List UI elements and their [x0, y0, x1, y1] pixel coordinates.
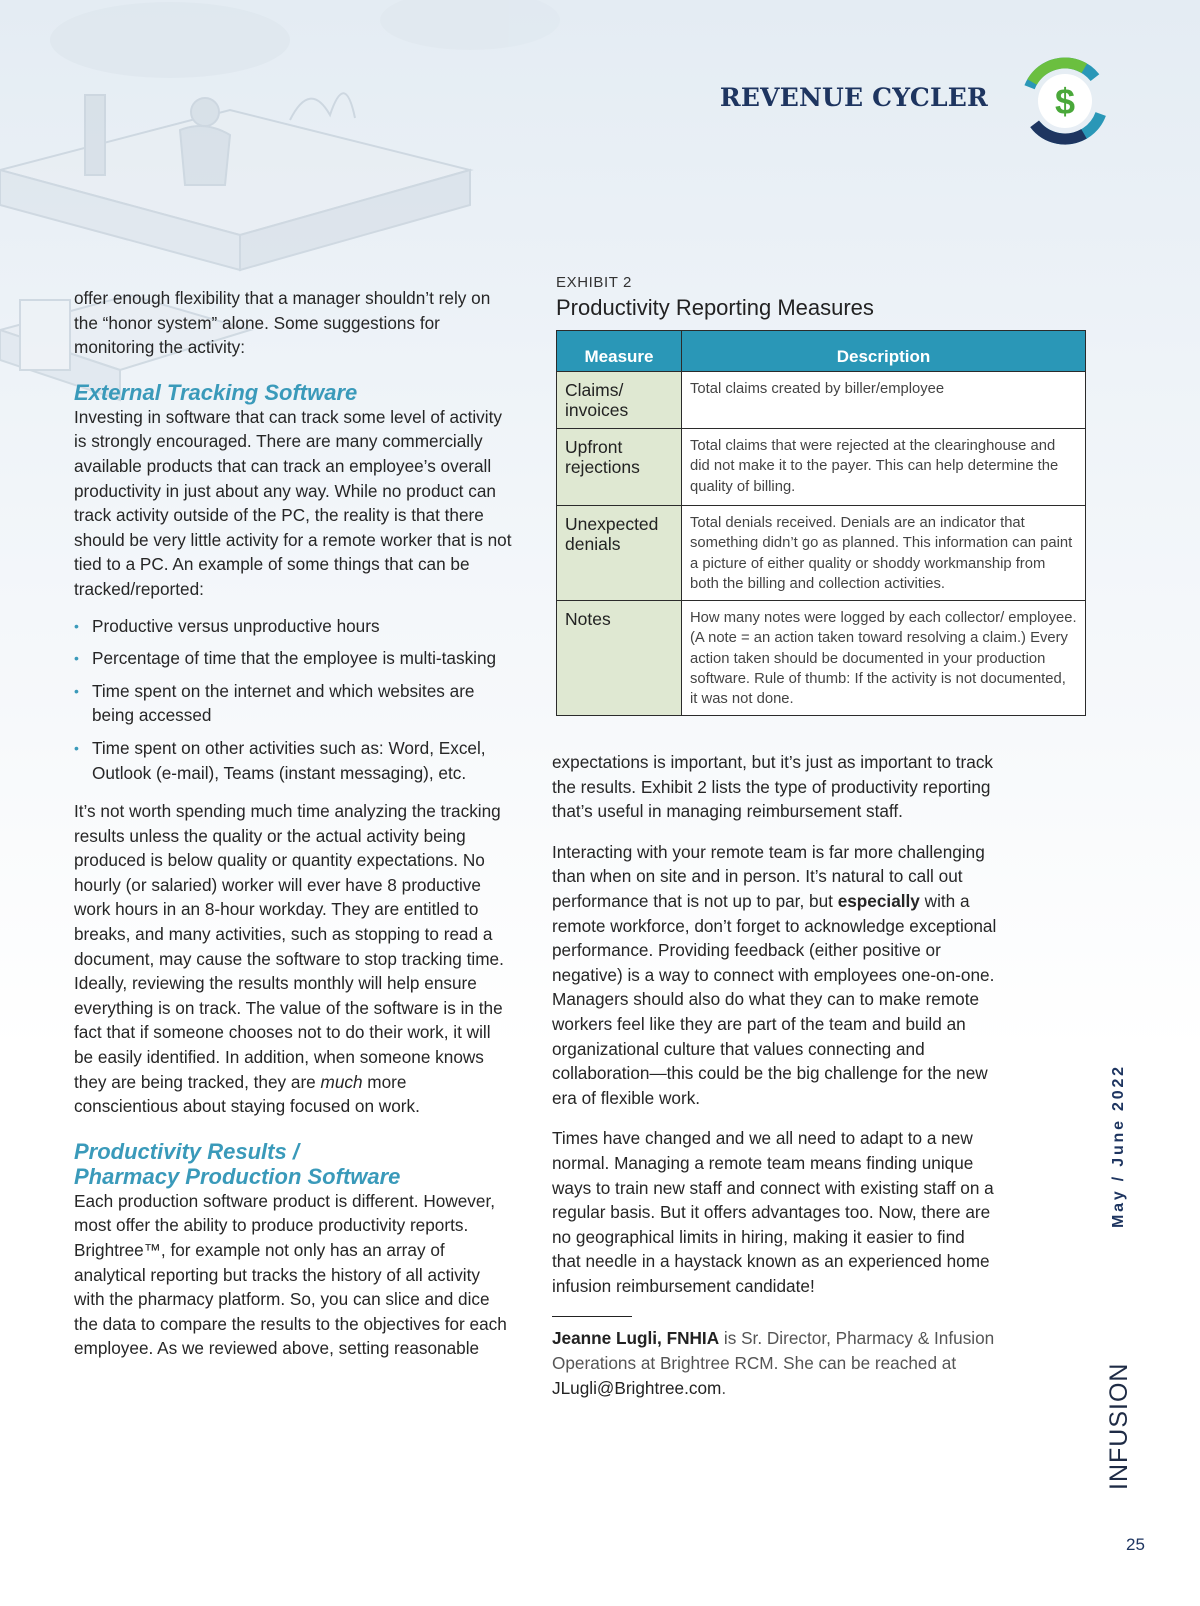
list-item: • Productive versus unproductive hours: [74, 614, 514, 639]
list-item: • Percentage of time that the employee is multi-tasking: [74, 646, 514, 671]
svg-text:$: $: [1054, 81, 1076, 122]
description-cell: How many notes were logged by each collector/ employee. (A note = an action taken toward resolving a claim.) Every action taken should be documented in your production software. Rule of thumb: If the activity is not documented, it was not done.: [682, 601, 1086, 716]
intro-paragraph: offer enough flexibility that a manager shouldn’t rely on the “honor system” alone. Some suggestions for monitoring the activity:: [74, 288, 491, 358]
table-row: [557, 601, 1086, 716]
measure-cell: Upfront rejections: [557, 429, 682, 506]
column-header-measure: Measure: [557, 331, 682, 372]
dollar-cycle-icon: [1020, 56, 1110, 146]
production-software-paragraph: Each production software product is different. However, most offer the ability to produce productivity reports. Brightree™, for example not only has an array of analytical reporting but tracks the history of all activity with the pharmacy platform. So, you can slice and dice the data to compare the results to the objectives for each employee. As we reviewed above, setting reasonable: [74, 1190, 507, 1359]
exhibit-title: Productivity Reporting Measures: [556, 295, 874, 320]
measure-cell: Notes: [557, 601, 682, 716]
measure-cell: Claims/ invoices: [557, 372, 682, 429]
description-cell: Total denials received. Denials are an indicator that something didn’t go as planned. This information can paint a picture of either quality or shoddy workmanship from both the billing and collection activities.: [682, 506, 1086, 601]
subheading-productivity-results: Productivity Results / Pharmacy Production Software: [74, 1138, 401, 1189]
description-cell: Total claims created by biller/employee: [682, 372, 1086, 429]
page-number: 25: [1126, 1535, 1145, 1554]
exhibit-label: EXHIBIT 2: [556, 274, 632, 291]
list-item: • Time spent on the internet and which websites are being accessed: [74, 679, 514, 728]
author-bio: Jeanne Lugli, FNHIA is Sr. Director, Pharmacy & Infusion Operations at Brightree RCM. She can be reached at JLugli@Brightree.com.: [552, 1328, 995, 1398]
section-title: REVENUE CYCLER: [719, 83, 988, 112]
right-column: [552, 750, 997, 1400]
subheading-external-tracking: External Tracking Software: [74, 379, 358, 405]
author-email-link[interactable]: JLugli@Brightree.com: [552, 1377, 722, 1398]
list-item: • Time spent on other activities such as: Word, Excel, Outlook (e-mail), Teams (instant messaging), etc.: [74, 736, 514, 785]
byline-divider: [552, 1316, 632, 1317]
expectations-paragraph: expectations is important, but it’s just as important to track the results. Exhibit 2 lists the type of productivity reporting that’s useful in managing reimbursement staff.: [552, 752, 994, 822]
description-cell: Total claims that were rejected at the clearinghouse and did not make it to the payer. This can help determine the quality of billing.: [682, 429, 1086, 506]
remote-team-paragraph: Interacting with your remote team is far more challenging than when on site and in person. It’s natural to call out performance that is not up to par, but especially with a remote workforce, don’t forget to acknowledge exceptional performance. Providing feedback (either positive or negative) is a way to connect with employees one-on-one. Managers should also do what they can to make remote workers feel like they are part of the team and build an organizational culture that values connecting and collaboration—this could be the big challenge for the new era of flexible work.: [552, 841, 997, 1108]
exhibit-2: [556, 274, 1088, 716]
productivity-measures-table: [556, 330, 1086, 716]
table-header-row: [557, 331, 1086, 372]
table-row: [557, 506, 1086, 601]
measure-cell: Unexpected denials: [557, 506, 682, 601]
table-row: [557, 372, 1086, 429]
analysis-paragraph: It’s not worth spending much time analyzing the tracking results unless the quality or the actual activity being produced is below quality or quantity expectations. No hourly (or salaried) worker will ever have 8 productive work hours in an 8-hour workday. They are entitled to breaks, and many activities, such as stopping to read a document, may cause the software to stop tracking time. Ideally, reviewing the results monthly will help ensure everything is on track. The value of the software is in the fact that if someone chooses not to do their work, it will be easily identified. In addition, when someone knows they are being tracked, they are much more conscientious about staying focused on work.: [74, 801, 504, 1117]
left-column: [74, 286, 514, 1361]
external-tracking-paragraph: Investing in software that can track some level of activity is strongly encouraged. There are many commercially available products that can track an employee’s overall productivity in just about any way. While no product can track activity outside of the PC, the reality is that there should be very little activity for a remote worker that is not tied to a PC. An example of some things that can be tracked/reported:: [74, 406, 512, 599]
issue-date: May / June 2022: [1110, 1064, 1127, 1228]
column-header-description: Description: [682, 331, 1086, 372]
author-name: Jeanne Lugli, FNHIA: [552, 1328, 720, 1349]
magazine-logo: INFUSION: [1105, 1362, 1133, 1490]
table-row: [557, 429, 1086, 506]
new-normal-paragraph: Times have changed and we all need to adapt to a new normal. Managing a remote team means finding unique ways to train new staff and connect with existing staff on a regular basis. But it offers advantages too. Now, there are no geographical limits in hiring, making it easier to find that needle in a haystack known as an experienced home infusion reimbursement candidate!: [552, 1128, 994, 1296]
tracking-bullet-list: [74, 614, 514, 786]
